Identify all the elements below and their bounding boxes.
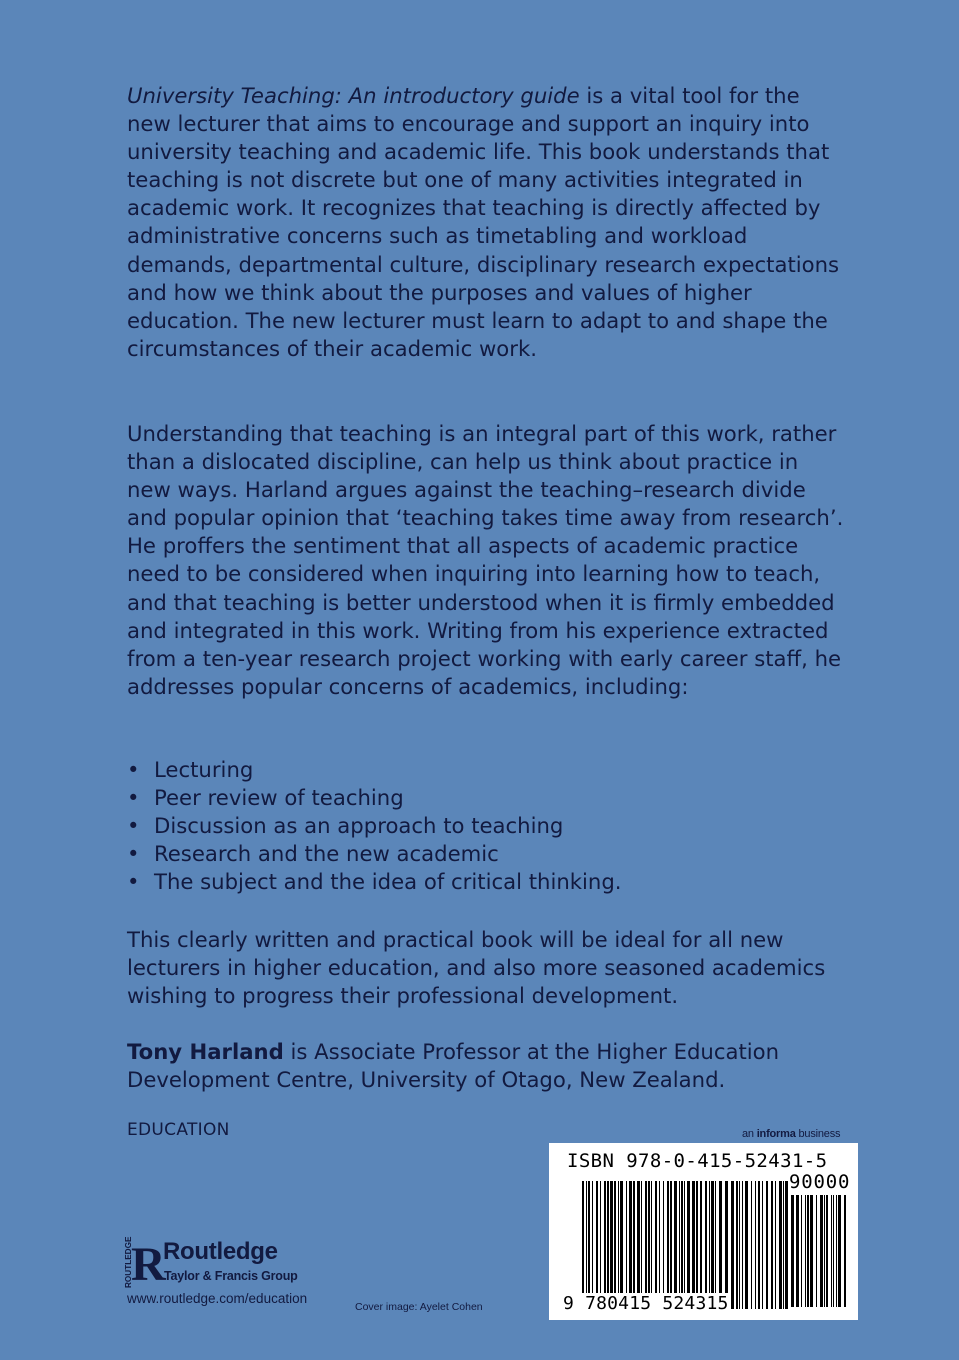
description-paragraph-1-text: is a vital tool for the new lecturer that aims to encourage and support an inquiry into university teaching and academic life. This book understands that teaching is not discrete but one of many activities integrated in academic work. It recognizes that teaching is directly affected by administrative concerns such as timetabling and workload demands, departmental culture, disciplinary research expectations and how we think about the purposes and values of higher education. The new lecturer must learn to adapt to and shape the circumstances of their academic work. xyxy=(127,83,840,361)
logo-letter: R xyxy=(131,1238,166,1291)
bullet-icon: • xyxy=(127,869,140,895)
logo-vertical-text: ROUTLEDGE xyxy=(124,1236,133,1288)
description-paragraph-1 xyxy=(127,82,847,363)
barcode-bar xyxy=(838,1195,841,1307)
barcode-bar xyxy=(820,1195,823,1307)
barcode-bar xyxy=(725,1181,728,1309)
barcode-bar xyxy=(655,1181,657,1309)
publisher-name: Routledge xyxy=(163,1238,278,1265)
list-item-label: Discussion as an approach to teaching xyxy=(154,813,564,839)
author-name: Tony Harland xyxy=(127,1039,284,1064)
barcode-bar xyxy=(779,1181,782,1309)
barcode-bar xyxy=(831,1195,832,1307)
barcode-bar xyxy=(588,1181,590,1309)
barcode-bar xyxy=(762,1181,763,1309)
barcode-bar xyxy=(824,1195,825,1307)
barcode-bar xyxy=(736,1181,738,1309)
barcode-bar xyxy=(641,1181,642,1309)
list-item xyxy=(127,812,622,840)
bullet-icon: • xyxy=(127,841,140,867)
isbn-barcode xyxy=(549,1143,858,1320)
barcode-bar xyxy=(687,1181,690,1309)
publisher-group: Taylor & Francis Group xyxy=(164,1269,298,1283)
barcode-bar xyxy=(719,1181,722,1309)
barcode-bar xyxy=(681,1181,683,1309)
barcode-bar xyxy=(775,1181,776,1309)
barcode-bar xyxy=(586,1181,587,1309)
description-paragraph-3: This clearly written and practical book will be ideal for all new lecturers in higher education, and also more seasoned academics wishing to progress their professional development. xyxy=(127,927,826,1009)
bullet-icon: • xyxy=(127,813,140,839)
barcode-bar xyxy=(826,1195,828,1307)
barcode-bar xyxy=(674,1181,677,1309)
author-bio xyxy=(127,1038,847,1094)
barcode-bar xyxy=(618,1181,619,1309)
barcode-bar xyxy=(596,1181,598,1309)
barcode-addon-bars xyxy=(791,1195,849,1307)
barcode-bar xyxy=(709,1181,710,1309)
barcode-digits: 9 780415 524315 xyxy=(563,1293,729,1314)
barcode-bar xyxy=(833,1195,834,1307)
barcode-bar xyxy=(648,1181,650,1309)
bullet-icon: • xyxy=(127,757,140,782)
barcode-bar xyxy=(679,1181,680,1309)
barcode-bar xyxy=(836,1195,837,1307)
barcode-bar xyxy=(745,1181,748,1309)
barcode-bar xyxy=(731,1181,734,1309)
barcode-bar xyxy=(739,1181,740,1309)
list-item xyxy=(127,868,622,896)
isbn-label: ISBN 978-0-415-52431-5 xyxy=(567,1150,828,1172)
barcode-bar xyxy=(805,1195,806,1307)
barcode-bar xyxy=(592,1181,593,1309)
barcode-bar xyxy=(711,1181,714,1309)
barcode-bar xyxy=(659,1181,660,1309)
barcode-bar xyxy=(791,1195,794,1307)
routledge-logo xyxy=(122,1236,322,1290)
informa-prefix: an xyxy=(742,1128,757,1140)
barcode-bar xyxy=(758,1181,760,1309)
barcode-bar xyxy=(785,1181,788,1309)
barcode-bar xyxy=(645,1181,647,1309)
barcode-bar xyxy=(715,1181,716,1309)
list-item xyxy=(127,840,622,868)
barcode-bar xyxy=(696,1181,698,1309)
barcode-bar xyxy=(626,1181,627,1309)
barcode-bar xyxy=(844,1195,846,1307)
barcode-bar xyxy=(801,1195,802,1307)
informa-business-tag xyxy=(742,1128,840,1140)
barcode-bar xyxy=(783,1181,784,1309)
barcode-bar xyxy=(755,1181,756,1309)
list-item xyxy=(127,784,622,812)
barcode-bar xyxy=(610,1181,613,1309)
barcode-bar xyxy=(620,1181,623,1309)
barcode-bar xyxy=(810,1195,813,1307)
barcode-bar xyxy=(816,1195,817,1307)
subject-category: EDUCATION xyxy=(127,1120,230,1140)
routledge-logo-icon xyxy=(122,1236,166,1291)
barcode-bar xyxy=(700,1181,702,1309)
list-item-label: Research and the new academic xyxy=(154,841,499,867)
barcode-bar xyxy=(705,1181,707,1309)
barcode-bar xyxy=(742,1181,743,1309)
barcode-bar xyxy=(637,1181,640,1309)
author-bio-text: is Associate Professor at the Higher Education Development Centre, University of Otago, New Zealand. xyxy=(127,1039,780,1093)
bullet-icon: • xyxy=(127,785,140,811)
book-title: University Teaching: An introductory guide xyxy=(127,83,580,108)
barcode-bar xyxy=(604,1181,606,1309)
list-item xyxy=(127,756,622,784)
barcode-bar xyxy=(807,1195,809,1307)
barcode-bar xyxy=(614,1181,616,1309)
list-item-label: Lecturing xyxy=(154,757,254,782)
barcode-bar xyxy=(667,1181,669,1309)
barcode-bar xyxy=(751,1181,752,1309)
barcode-bar xyxy=(651,1181,652,1309)
list-item-label: Peer review of teaching xyxy=(154,785,404,811)
barcode-bar xyxy=(633,1181,635,1309)
barcode-bar xyxy=(607,1181,609,1309)
publisher-website: www.routledge.com/education xyxy=(127,1291,308,1306)
barcode-bar xyxy=(670,1181,672,1309)
barcode-bar xyxy=(663,1181,664,1309)
barcode-bars xyxy=(582,1181,786,1309)
barcode-bar xyxy=(766,1181,768,1309)
list-item-label: The subject and the idea of critical thinking. xyxy=(154,869,622,895)
barcode-bar xyxy=(692,1181,695,1309)
barcode-bar xyxy=(629,1181,632,1309)
price-code: 90000 xyxy=(789,1171,851,1193)
barcode-bar xyxy=(582,1181,584,1309)
description-paragraph-2: Understanding that teaching is an integral part of this work, rather than a dislocated discipline, can help us think about practice in new ways. Harland argues against the teaching–research divide and popular opinion that ‘teaching takes time away from research’. He proffers the sentiment that all aspects of academic practice need to be considered when inquiring into learning how to teach, and that teaching is better understood when it is firmly embedded and integrated in this work. Writing from his experience extracted from a ten-year research project working with early career staff, he addresses popular concerns of academics, including: xyxy=(127,421,844,699)
cover-image-credit: Cover image: Ayelet Cohen xyxy=(355,1301,483,1313)
topics-list xyxy=(127,756,622,896)
barcode-bar xyxy=(796,1195,799,1307)
barcode-bar xyxy=(684,1181,685,1309)
barcode-bar xyxy=(771,1181,773,1309)
informa-suffix: business xyxy=(795,1128,841,1140)
barcode-bar xyxy=(600,1181,601,1309)
informa-brand: informa xyxy=(756,1128,796,1140)
